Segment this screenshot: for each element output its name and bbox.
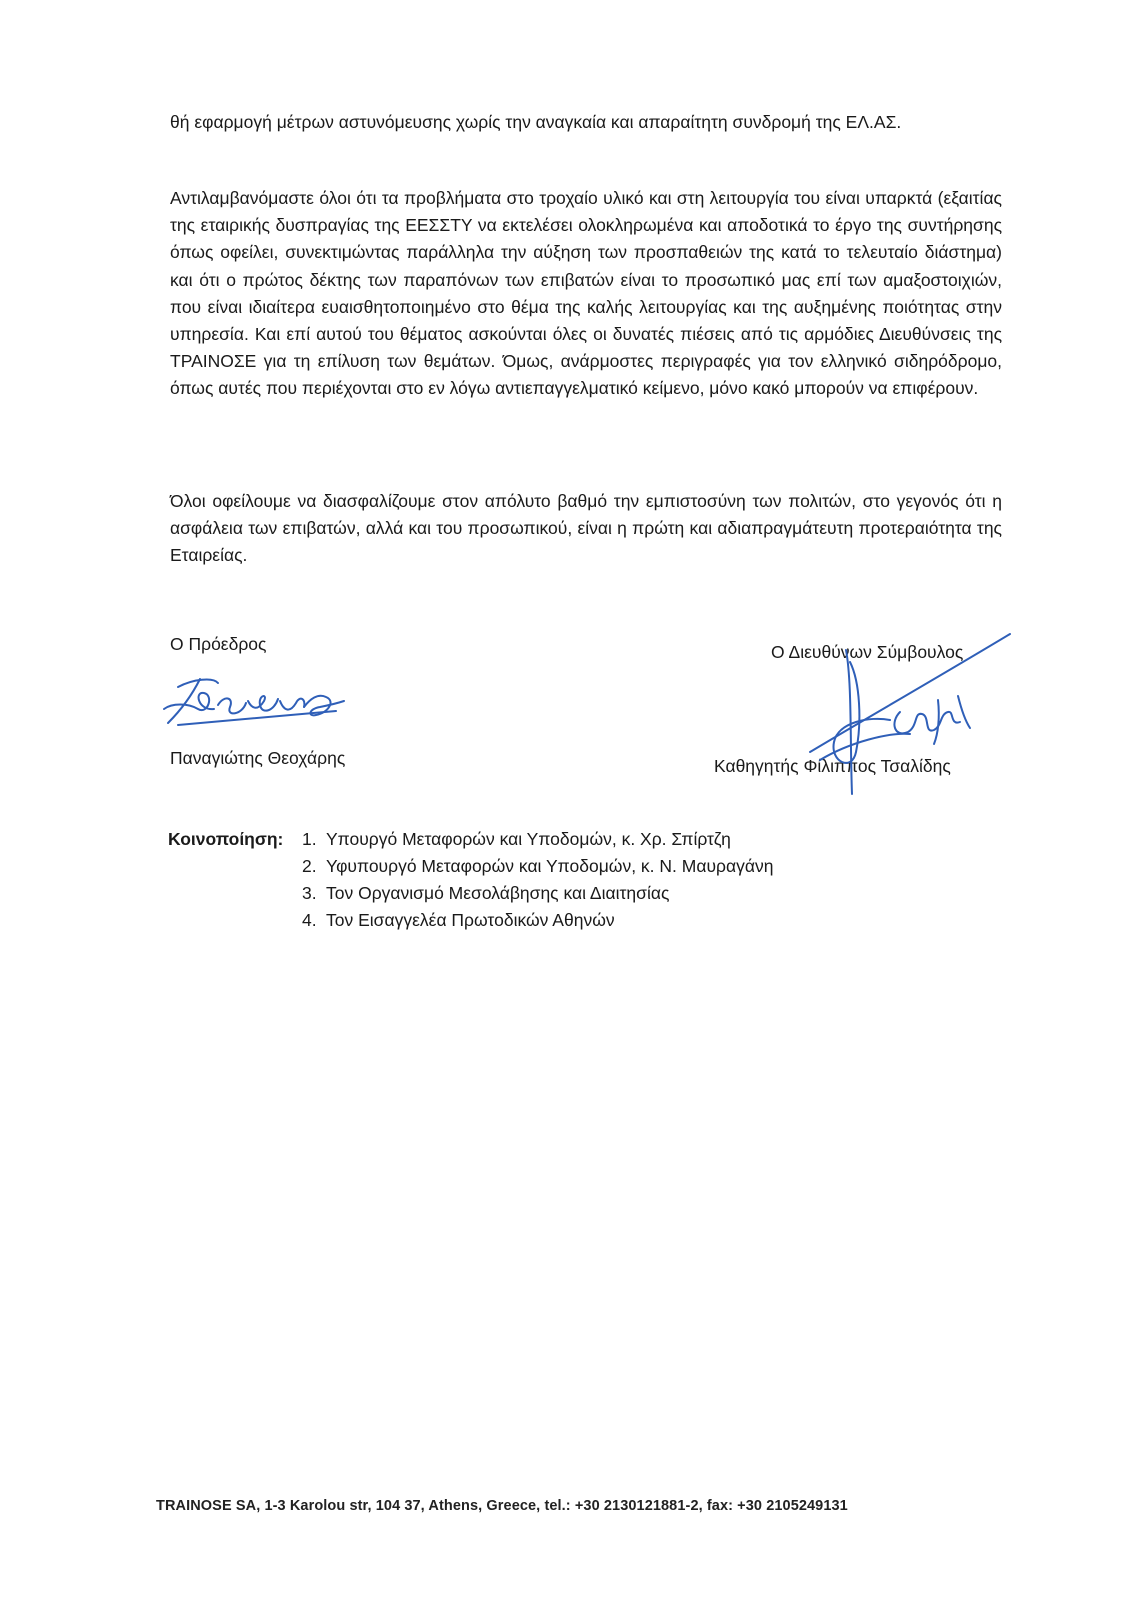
cc-item-text: Υπουργό Μεταφορών και Υποδομών, κ. Χρ. Σπίρτζη [326,829,731,849]
ceo-signature [790,622,1020,802]
cc-item-text: Υφυπουργό Μεταφορών και Υποδομών, κ. Ν. Μαυραγάνη [326,856,774,876]
president-name: Παναγιώτης Θεοχάρης [170,748,346,768]
paragraph-rolling-stock: Αντιλαμβανόμαστε όλοι ότι τα προβλήματα στο τροχαίο υλικό και στη λειτουργία του είναι υπαρκτά (εξαιτίας της εταιρικής δυσπραγίας της ΕΕΣΣΤΥ να εκτελέσει ολοκληρωμένα και αποδοτικά το έργο της συντήρησης όπως οφείλει, συνεκτιμώντας παράλληλα την αύξηση των προσπαθειών της κατά το τελευταίο διάστημα) και ότι ο πρώτος δέκτης των παραπόνων των επιβατών είναι το προσωπικό μας επί των αμαξοστοιχιών, που είναι ιδιαίτερα ευαισθητοποιημένο στο θέμα της καλής λειτουργίας και της αυξημένης ποιότητας στην υπηρεσία. Και επί αυτού του θέματος ασκούνται όλες οι δυνατές πιέσεις από τις αρμόδιες Διευθύνσεις της ΤΡΑΙΝΟΣΕ για τη επίλυση των θεμάτων. Όμως, ανάρμοστες περιγραφές για τον ελληνικό σιδηρόδρομο, όπως αυτές που περιέχονται στο εν λόγω αντιεπαγγελματικό κείμενο, μόνο κακό μπορούν να επιφέρουν. [170,188,1002,399]
cc-row [168,907,988,934]
cc-item-number: 1. [302,829,317,849]
cc-item-number: 4. [302,910,317,930]
cc-item-text: Τον Οργανισμό Μεσολάβησης και Διαιτησίας [326,883,670,903]
president-signature [158,665,348,740]
ceo-title: Ο Διευθύνων Σύμβουλος [771,642,964,662]
paragraph-continuation: θή εφαρμογή μέτρων αστυνόμευσης χωρίς την αναγκαία και απαραίτητη συνδρομή της ΕΛ.ΑΣ. [170,112,902,132]
cc-label: Κοινοποίηση: [168,829,284,849]
president-title: Ο Πρόεδρος [170,634,267,654]
cc-item-number: 3. [302,883,317,903]
ceo-name: Καθηγητής Φίλιππος Τσαλίδης [714,756,951,776]
cc-row [168,853,988,880]
company-footer: TRAINOSE SA, 1-3 Karolou str, 104 37, Athens, Greece, tel.: +30 2130121881-2, fax: +30 2105249131 [156,1498,848,1514]
cc-row [168,826,988,853]
paragraph-safety: Όλοι οφείλουμε να διασφαλίζουμε στον απόλυτο βαθμό την εμπιστοσύνη των πολιτών, στο γεγονός ότι η ασφάλεια των επιβατών, αλλά και του προσωπικού, είναι η πρώτη και αδιαπραγμάτευτη προτεραιότητα της Εταιρείας. [170,491,1002,566]
cc-item-text: Τον Εισαγγελέα Πρωτοδικών Αθηνών [326,910,615,930]
notification-list [168,826,988,934]
cc-row [168,880,988,907]
cc-item-number: 2. [302,856,317,876]
